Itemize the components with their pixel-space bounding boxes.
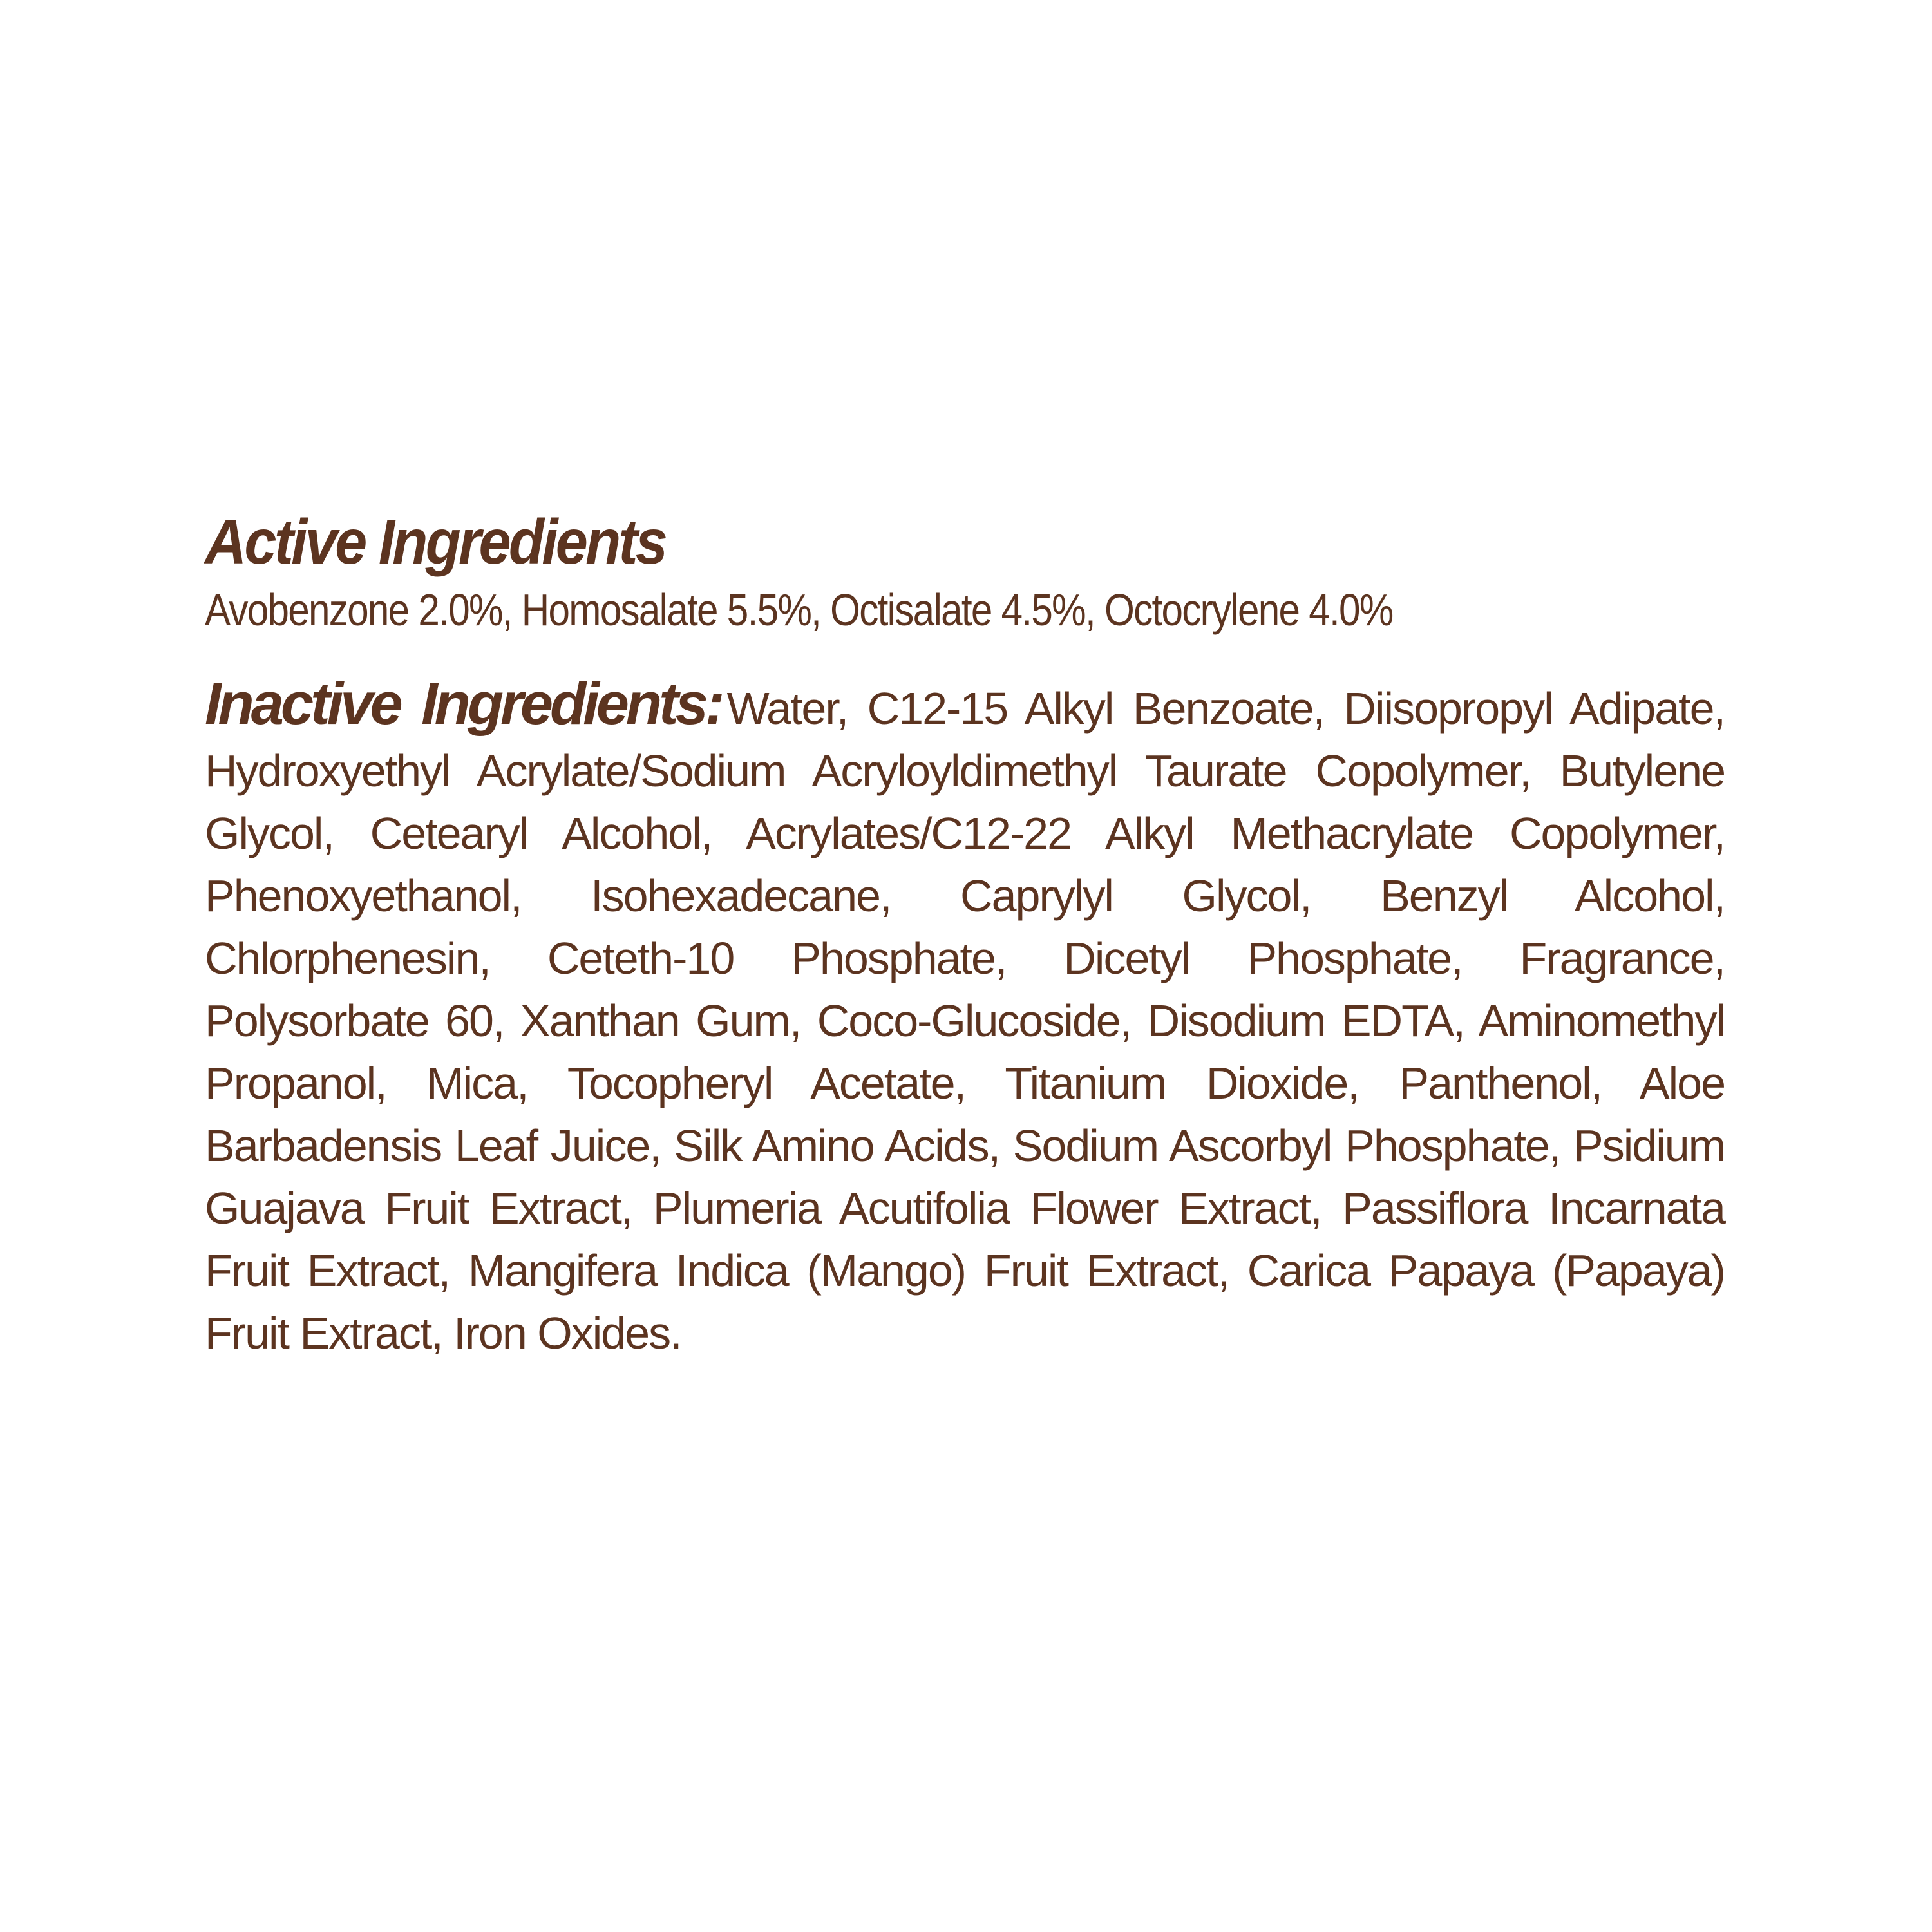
active-ingredients-heading: Active Ingredients	[205, 506, 666, 577]
inactive-ingredients-section	[205, 673, 1725, 1365]
inactive-ingredients-heading: Inactive Ingredients:	[205, 671, 722, 737]
inactive-ingredients-list: Water, C12-15 Alkyl Benzoate, Diisopropyl Adipate, Hydroxyethyl Acrylate/Sodium Acryloyldimethyl Taurate Copolymer, Butylene Glycol, Cetearyl Alcohol, Acrylates/C12-22 Alkyl Methacrylate Copolymer, Phenoxyethanol, Isohexadecane, Caprylyl Glycol, Benzyl Alcohol, Chlorphenesin, Ceteth-10 Phosphate, Dicetyl Phosphate, Fragrance, Polysorbate 60, Xanthan Gum, Coco-Glucoside, Disodium EDTA, Aminomethyl Propanol, Mica, Tocopheryl Acetate, Titanium Dioxide, Panthenol, Aloe Barbadensis Leaf Juice, Silk Amino Acids, Sodium Ascorbyl Phosphate, Psidium Guajava Fruit Extract, Plumeria Acutifolia Flower Extract, Passiflora Incarnata Fruit Extract, Mangifera Indica (Mango) Fruit Extract, Carica Papaya (Papaya) Fruit Extract, Iron Oxides.	[205, 683, 1725, 1359]
active-ingredients-list: Avobenzone 2.0%, Homosalate 5.5%, Octisalate 4.5%, Octocrylene 4.0%	[205, 584, 1393, 635]
ingredients-label	[205, 506, 1725, 1365]
